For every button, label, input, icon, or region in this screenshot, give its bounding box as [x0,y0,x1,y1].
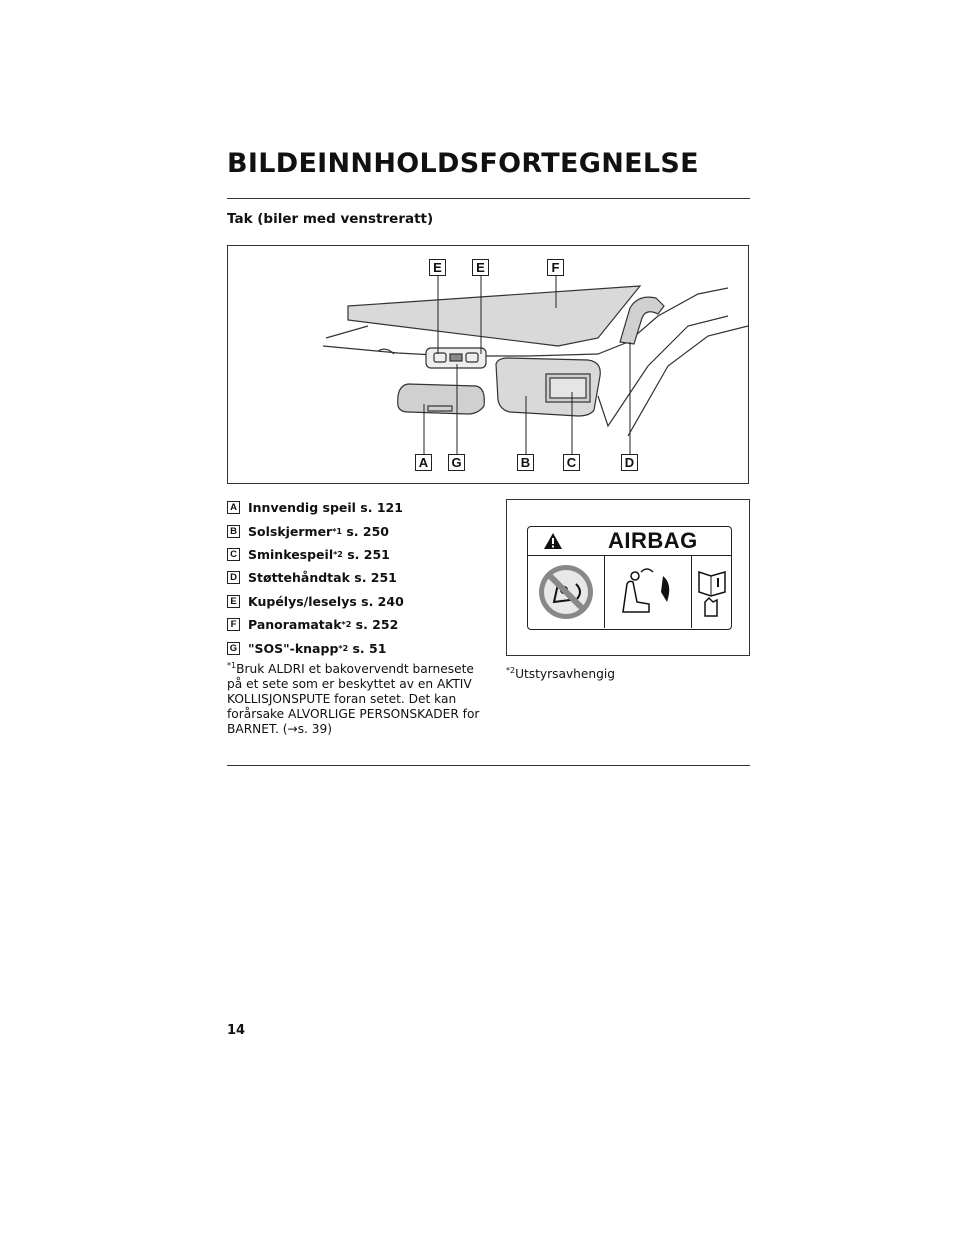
item-label: Sminkespeil [248,546,334,562]
item-sup: *1 [332,526,342,536]
item-page: s. 51 [348,640,387,656]
item-key: E [227,595,240,608]
list-item [227,496,487,519]
item-key: F [227,618,240,631]
item-key: B [227,525,240,538]
list-item [227,566,487,589]
footnote-marker: *1 [227,661,237,670]
airbag-word: AIRBAG [608,528,698,553]
callout-c: C [563,454,580,471]
item-key: A [227,501,240,514]
item-label: Solskjermer [248,523,333,539]
item-sup: *2 [341,620,352,630]
item-label: Panoramatak [248,617,342,633]
legend-list [227,496,487,660]
callout-e-left: E [429,259,446,276]
read-manual-icon [692,556,731,628]
page-number: 14 [227,1023,246,1038]
callout-d: D [621,454,638,471]
list-item [227,636,487,659]
footnote-2 [506,666,615,681]
callout-g: G [448,454,465,471]
header-rule [227,198,750,199]
item-page: s. 250 [341,523,389,539]
callout-b: B [517,454,534,471]
roof-illustration [227,245,749,484]
footnote-marker: *2 [506,666,516,675]
item-key: D [227,571,240,584]
footer-rule [227,765,750,766]
list-item [227,590,487,613]
warning-triangle-icon [528,532,578,550]
footnote-text: Bruk ALDRI et bakovervendt barnesete på et sete som er beskyttet av en AKTIV KOLLISJONSPUTE foran setet. Det kan forårsake ALVORLIGE PERSONSKADER for BARNET. (→s. 39) [227,662,480,737]
item-key: C [227,548,240,561]
callout-e-right: E [472,259,489,276]
callout-f: F [547,259,564,276]
page-title: BILDEINNHOLDSFORTEGNELSE [227,148,699,179]
item-label: Støttehåndtak s. 251 [248,570,397,586]
airbag-deploy-icon [605,556,692,628]
airbag-warning-label [527,526,732,630]
section-title: Tak (biler med venstreratt) [227,211,434,227]
item-label: "SOS"-knapp [248,640,339,656]
list-item [227,613,487,636]
list-item [227,519,487,542]
roof-drawing [228,246,750,485]
airbag-label-figure [506,499,750,656]
footnote-text: Utstyrsavhengig [515,667,615,682]
no-rear-facing-seat-icon [528,556,605,628]
list-item [227,543,487,566]
item-page: s. 251 [342,546,390,562]
item-page: s. 252 [351,617,399,633]
item-key: G [227,642,240,655]
footnote-1 [227,658,489,737]
item-label: Kupélys/leselys s. 240 [248,593,404,609]
item-sup: *2 [333,549,343,559]
callout-a: A [415,454,432,471]
item-label: Innvendig speil s. 121 [248,500,403,516]
item-sup: *2 [338,643,349,653]
